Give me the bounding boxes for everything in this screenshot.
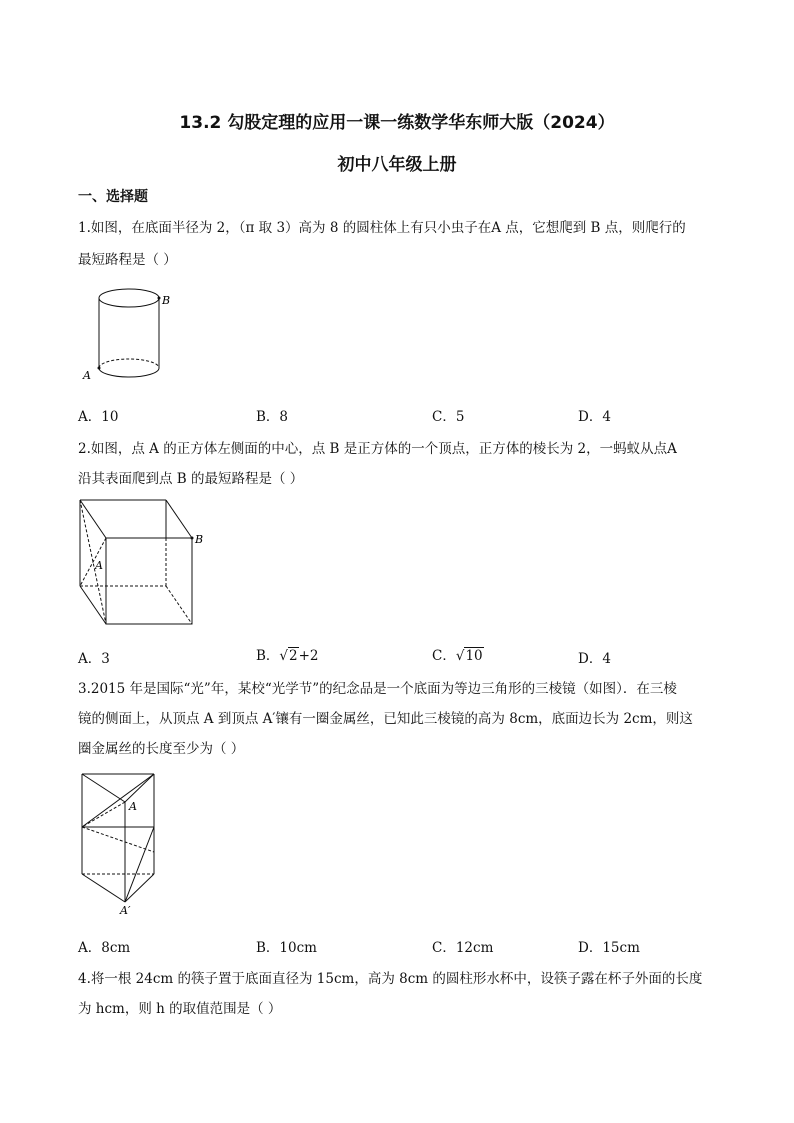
option-a: A．3 <box>78 651 110 667</box>
option-b-radicand: 2 <box>289 648 298 664</box>
option-a: A．10 <box>78 409 119 425</box>
option-a: A．8cm <box>78 940 131 956</box>
question-1-text: 1.如图，在底面半径为 2，（π 取 3）高为 8 的圆柱体上有只小虫子在A 点，它想爬到 B 点，则爬行的 <box>78 220 686 236</box>
option-c-radicand: 10 <box>465 648 483 664</box>
radical-sign: √ <box>455 648 465 664</box>
option-b: B．8 <box>256 409 289 425</box>
cylinder-figure <box>80 286 180 386</box>
question-1-text-cont: 最短路程是（ ） <box>78 252 177 268</box>
page-subtitle: 初中八年级上册 <box>337 155 457 175</box>
radical-sign: √ <box>279 648 289 664</box>
option-d: D．15cm <box>578 940 640 956</box>
cube-figure <box>78 498 208 628</box>
figure-label-a-prime: A′ <box>120 904 131 917</box>
figure-label-a: A <box>83 369 91 382</box>
section-heading: 一、选择题 <box>78 189 148 205</box>
option-b-suffix: +2 <box>298 648 319 664</box>
option-b-prefix: B． <box>256 648 280 664</box>
option-c <box>432 644 484 664</box>
option-d: D．4 <box>578 651 611 667</box>
figure-label-a: A <box>95 559 103 572</box>
question-2-text-cont: 沿其表面爬到点 B 的最短路程是（ ） <box>78 471 304 487</box>
question-3-text-cont2: 圈金属丝的长度至少为（ ） <box>78 741 245 757</box>
question-4-text-cont: 为 hcm，则 h 的取值范围是（ ） <box>78 1001 282 1017</box>
figure-label-a: A <box>129 800 137 813</box>
option-d: D．4 <box>578 409 611 425</box>
option-b <box>256 644 319 664</box>
question-3-text-cont: 镜的侧面上，从顶点 A 到顶点 A′镶有一圈金属丝，已知此三棱镜的高为 8cm，底面边长为 2cm，则这 <box>78 711 693 727</box>
page-title: 13.2 勾股定理的应用一课一练数学华东师大版（2024） <box>179 113 615 133</box>
question-3-text: 3.2015 年是国际“光”年，某校“光学节”的纪念品是一个底面为等边三角形的三棱镜（如图）．在三棱 <box>78 681 677 697</box>
figure-label-b: B <box>162 294 171 307</box>
figure-label-b: B <box>195 533 204 546</box>
option-c: C．5 <box>432 409 465 425</box>
prism-figure <box>78 772 168 922</box>
question-4-text: 4.将一根 24cm 的筷子置于底面直径为 15cm，高为 8cm 的圆柱形水杯中，设筷子露在杯子外面的长度 <box>78 971 703 987</box>
option-b: B．10cm <box>256 940 317 956</box>
question-2-text: 2.如图，点 A 的正方体左侧面的中心，点 B 是正方体的一个顶点，正方体的棱长为 2，一蚂蚁从点A <box>78 441 677 457</box>
option-c-prefix: C． <box>432 648 456 664</box>
option-c: C．12cm <box>432 940 494 956</box>
